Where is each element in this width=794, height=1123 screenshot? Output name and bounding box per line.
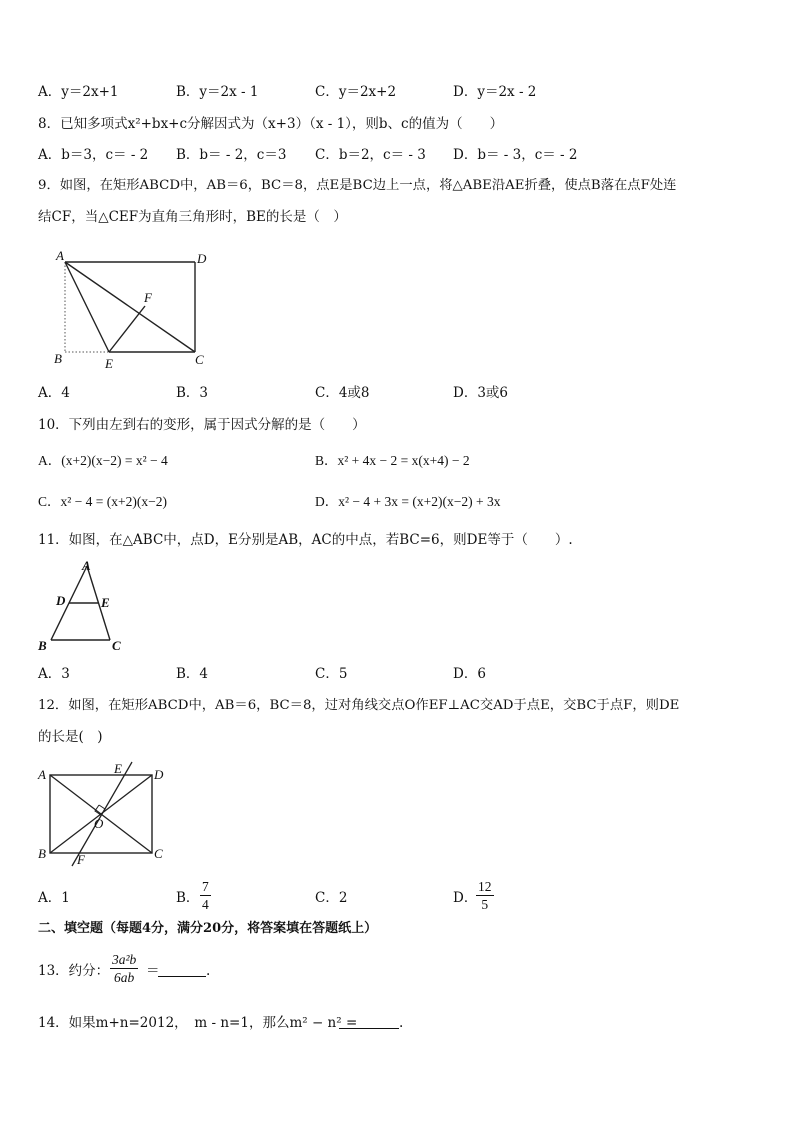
q7-option-b: B．y＝2x - 1 <box>176 84 259 100</box>
q11-label-a: A <box>82 558 91 573</box>
q9-line-ef <box>109 306 145 352</box>
q7-option-d: D．y＝2x - 2 <box>453 84 537 100</box>
q8-option-b: B．b＝ - 2，c＝3 <box>176 147 287 163</box>
q13-equals: ＝ <box>146 963 160 979</box>
q9-line-ac <box>65 262 195 352</box>
q12-option-d-denominator: 5 <box>481 897 489 912</box>
q12-label-o: O <box>94 816 104 831</box>
q7-option-c: C．y＝2x+2 <box>315 84 397 100</box>
q8-option-d: D．b＝ - 3，c＝ - 2 <box>453 147 578 163</box>
q12-option-b-denominator: 4 <box>202 897 209 912</box>
q12-option-c: C．2 <box>315 890 348 906</box>
q8-option-a: A．b＝3，c＝ - 2 <box>38 147 149 163</box>
q12-option-d-numerator: 12 <box>478 879 492 894</box>
q11-option-d: D．6 <box>453 666 486 682</box>
q13-prefix: 13．约分： <box>38 963 110 979</box>
q9-stem-line1: 9．如图，在矩形ABCD中，AB＝6，BC＝8，点E是BC边上一点，将△ABE沿AE折叠，使点B落在点F处连 <box>38 178 677 193</box>
q9-label-a: A <box>56 248 64 263</box>
q9-label-e: E <box>105 356 113 371</box>
q12-stem-line1: 12．如图，在矩形ABCD中，AB＝6，BC＝8，过对角线交点O作EF⊥AC交AD于点E，交BC于点F，则DE <box>38 698 680 713</box>
q10-stem: 10．下列由左到右的变形，属于因式分解的是（ ） <box>38 417 366 433</box>
q12-label-f: F <box>77 852 85 867</box>
q12-option-a: A．1 <box>38 890 70 906</box>
q9-line-ae <box>65 262 109 352</box>
q12-option-b-numerator: 7 <box>202 879 209 894</box>
q13-period: . <box>206 963 211 979</box>
q10-option-d: D．x² − 4 + 3x = (x+2)(x−2) + 3x <box>315 494 501 509</box>
q9-option-c: C．4或8 <box>315 385 370 401</box>
q11-label-c: C <box>112 638 121 653</box>
q13-denominator: 6ab <box>114 970 135 985</box>
q12-stem-line2: 的长是( ) <box>38 729 103 745</box>
q9-label-f: F <box>144 290 152 305</box>
q9-option-b: B．3 <box>176 385 209 401</box>
q8-option-c: C．b＝2，c＝ - 3 <box>315 147 426 163</box>
q13-numerator: 3a²b <box>112 952 137 967</box>
q11-stem: 11．如图，在△ABC中，点D，E分别是AB，AC的中点，若BC=6，则DE等于（ ）. <box>38 532 573 548</box>
q11-label-b: B <box>38 638 47 653</box>
q9-figure <box>50 248 220 373</box>
q14-stem: 14．如果m+n=2012， m - n=1，那么m² − n² = <box>38 1015 358 1031</box>
q12-option-d-fraction <box>476 878 494 913</box>
q12-option-b-prefix: B． <box>176 890 200 906</box>
q10-option-b: B．x² + 4x − 2 = x(x+4) − 2 <box>315 453 470 468</box>
q10-option-a: A．(x+2)(x−2) = x² − 4 <box>38 453 168 468</box>
section-2-heading: 二、填空题（每题4分，满分20分，将答案填在答题纸上） <box>38 921 378 936</box>
q12-label-a: A <box>38 767 46 782</box>
q11-option-b: B．4 <box>176 666 209 682</box>
q10-option-c: C．x² − 4 = (x+2)(x−2) <box>38 494 167 509</box>
q9-label-b: B <box>54 351 62 366</box>
q11-option-c: C．5 <box>315 666 348 682</box>
q14-answer-blank[interactable] <box>339 1014 399 1034</box>
q13-answer-blank[interactable] <box>158 962 206 982</box>
q12-label-b: B <box>38 846 46 861</box>
q12-label-c: C <box>154 846 163 861</box>
q11-option-a: A．3 <box>38 666 70 682</box>
q9-option-a: A．4 <box>38 385 70 401</box>
q9-stem-line2: 结CF，当△CEF为直角三角形时，BE的长是（ ） <box>38 209 347 225</box>
q12-option-d-prefix: D． <box>453 890 478 906</box>
q11-label-d: D <box>56 593 66 608</box>
q12-label-e: E <box>114 761 122 776</box>
q8-stem: 8．已知多项式x²+bx+c分解因式为（x+3）（x - 1），则b、c的值为（ ） <box>38 116 504 132</box>
q12-label-d: D <box>154 767 164 782</box>
q12-option-b-fraction <box>200 878 211 913</box>
q14-period: . <box>399 1015 404 1031</box>
q11-figure <box>38 560 138 655</box>
q9-label-c: C <box>195 352 204 367</box>
q11-label-e: E <box>101 595 110 610</box>
q9-option-d: D．3或6 <box>453 385 509 401</box>
q7-option-a: A．y＝2x+1 <box>38 84 119 100</box>
q13-fraction <box>110 951 138 986</box>
q9-label-d: D <box>197 251 207 266</box>
q12-figure <box>36 760 176 870</box>
